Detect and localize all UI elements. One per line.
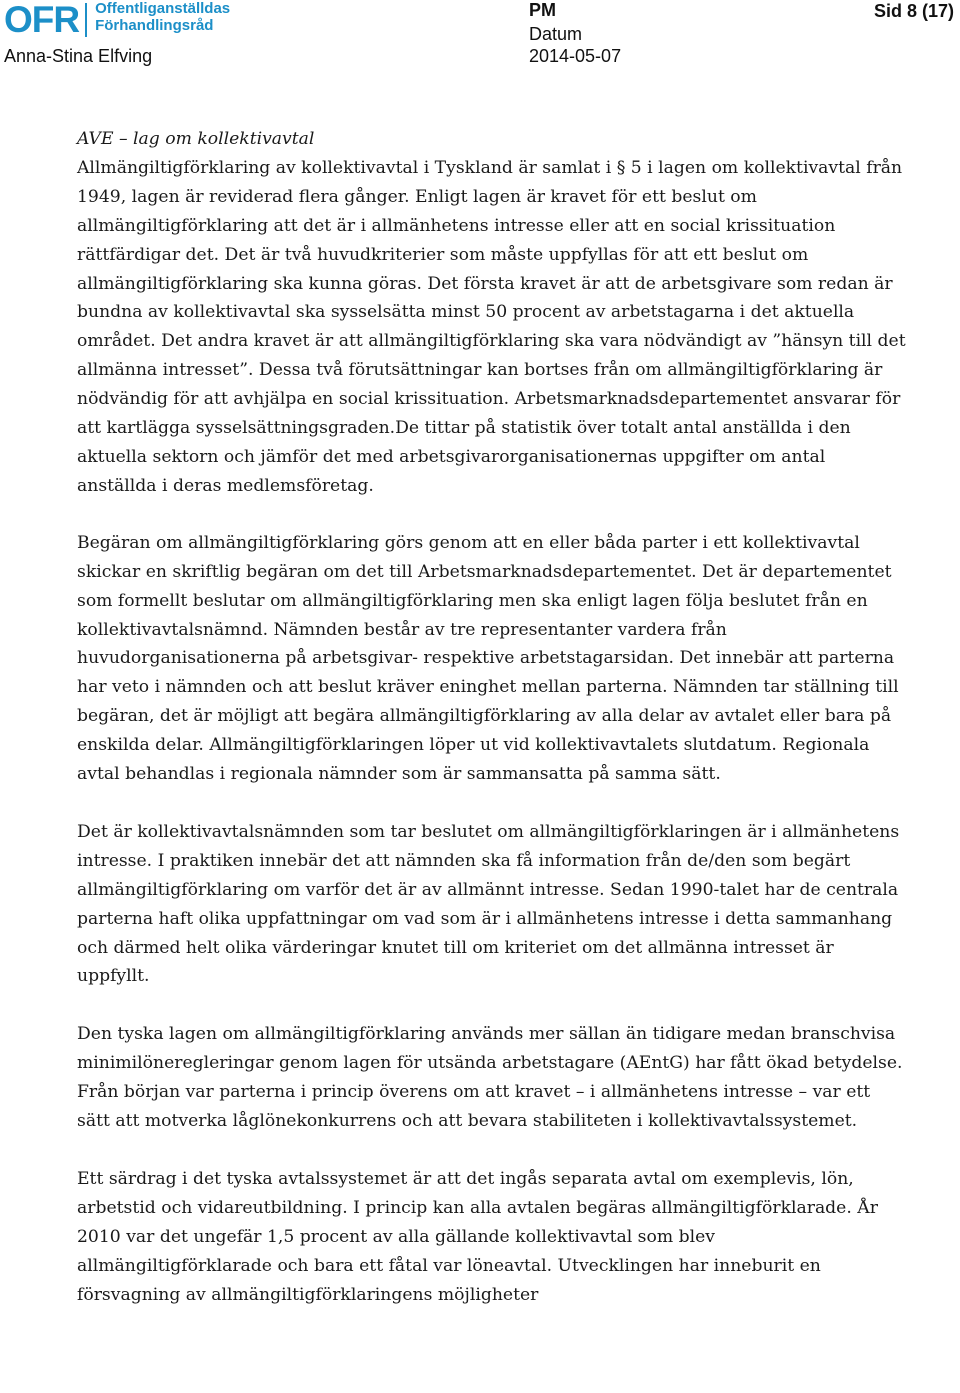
date-value: 2014-05-07 — [529, 46, 622, 66]
body-paragraph: Ett särdrag i det tyska avtalssystemet är att det ingås separata avtal om exemplevis, lön, arbetstid och vidareutbildning. I princip kan alla avtalen begäras allmängiltigförklarade. År 2010 var det ungefär 1,5 procent av alla gällande kollektivavtal som blev allmängiltigförklarade och bara ett fåtal var löneavtal. Utvecklingen har inneburit en försvagning av allmängiltigförklaringens möjligheter — [77, 1169, 878, 1305]
author-name: Anna-Stina Elfving — [4, 46, 153, 66]
date-label: Datum — [529, 24, 583, 44]
logo-line-1: Offentliganställdas — [95, 0, 231, 17]
page-number: Sid 8 (17) — [873, 1, 954, 21]
logo-divider — [85, 3, 87, 37]
section-title: AVE – lag om kollektivavtal — [77, 129, 315, 149]
logo-line-2: Förhandlingsråd — [95, 17, 214, 34]
page-header — [0, 0, 960, 72]
logo-text — [95, 0, 230, 34]
document-type: PM — [529, 0, 556, 20]
logo-mark: OFR — [4, 0, 80, 40]
body-paragraph: Begäran om allmängiltigförklaring görs genom att en eller båda parter i ett kollektivavtal skickar en skriftlig begäran om det till Arbetsmarknadsdepartementet. Det är departementet som formellt beslutar om allmängiltigförklaring men ska enligt lagen följa beslutet från en kollektivavtalsnämnd. Nämnden består av tre representanter vardera från huvudorganisationerna på arbetsgivar- respektive arbetstagarsidan. Det innebär att parterna har veto i nämnden och att beslut kräver eninghet mellan parterna. Nämnden tar ställning till begäran, det är möjligt att begära allmängiltigförklaring av alla delar av avtalet eller bara på enskilda delar. Allmängiltigförklaringen löper ut vid kollektivavtalets slutdatum. Regionala avtal behandlas i regionala nämnder som är sammansatta på samma sätt. — [77, 532, 899, 785]
body-paragraph: Den tyska lagen om allmängiltigförklaring används mer sällan än tidigare medan branschvisa minimilöneregleringar genom lagen för utsända arbetstagare (AEntG) har fått ökad betydelse. Från början var parterna i princip överens om att kravet – i allmänhetens intresse – var ett sätt att motverka låglönekonkurrens och att bevara stabiliteten i kollektivavtalssystemet. — [77, 1024, 903, 1132]
body-paragraph: Det är kollektivavtalsnämnden som tar beslutet om allmängiltigförklaringen är i allmänhetens intresse. I praktiken innebär det att nämnden ska få information från de/den som begärt allmängiltigförklaring om varför det är av allmännt intresse. Sedan 1990-talet har de centrala parterna haft olika uppfattningar om vad som är i allmänhetens intresse i detta sammanhang och därmed helt olika värderingar knutet till om kriteriet om det allmänna intresset är uppfyllt. — [77, 821, 900, 987]
document-body — [77, 125, 907, 1339]
body-paragraph: Allmängiltigförklaring av kollektivavtal i Tyskland är samlat i § 5 i lagen om kollektivavtal från 1949, lagen är reviderad flera gånger. Enligt lagen är kravet för ett beslut om allmängiltigförklaring att det är i allmänhetens intresse eller att en social krissituation rättfärdigar det. Det är två huvudkriterier som måste uppfyllas för att ett beslut om allmängiltigförklaring ska kunna göras. Det första kravet är att de arbetsgivare som redan är bundna av kollektivavtal ska sysselsätta minst 50 procent av arbetstagarna i det aktuella området. Det andra kravet är att allmängiltigförklaring ska vara nödvändigt av ”hänsyn till det allmänna intresset”. Dessa två förutsättningar kan bortses från om allmängiltigförklaring är nödvändig för att avhjälpa en social krissituation. Arbetsmarknadsdepartementet ansvarar för att kartlägga sysselsättningsgraden.De tittar på statistik över totalt antal anställda i den aktuella sektorn och jämför det med arbetsgivarorganisationernas uppgifter om antal anställda i deras medlemsföretag. — [77, 157, 906, 496]
ofr-logo — [4, 2, 230, 40]
